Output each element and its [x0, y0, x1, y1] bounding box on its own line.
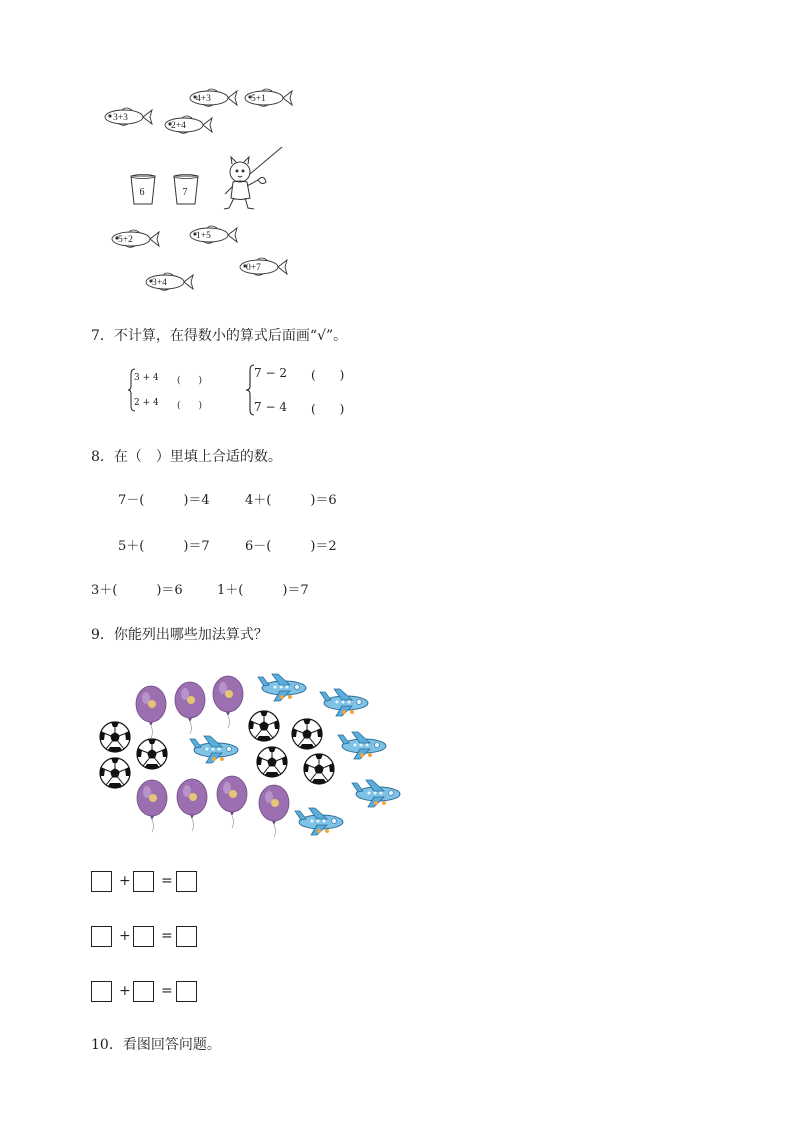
bucket-label: 6	[139, 187, 145, 198]
balloon	[259, 785, 289, 837]
soccer-ball	[100, 721, 131, 752]
bucket-label: 7	[182, 187, 188, 198]
soccer-ball	[137, 738, 168, 769]
balloon	[137, 780, 167, 832]
equals-sign: =	[161, 983, 173, 999]
soccer-ball	[249, 710, 280, 741]
answer-box[interactable]	[176, 981, 197, 1002]
q7-expr-a1: 3 + 4	[134, 373, 159, 383]
answer-box[interactable]	[133, 981, 154, 1002]
q10-title: 10．看图回答问题。	[91, 1037, 221, 1053]
soccer-ball	[257, 746, 288, 777]
q7-expr-b1: 7 − 2	[254, 366, 287, 380]
airplane	[338, 732, 386, 759]
q7-title: 7．不计算，在得数小的算式后面画“√”。	[91, 328, 348, 344]
fish-label: 5+2	[118, 235, 133, 245]
fish-label: 4+3	[196, 94, 211, 104]
soccer-ball	[304, 753, 335, 784]
fish-4plus3	[190, 89, 237, 106]
equals-sign: =	[161, 873, 173, 889]
q8-eq-6[interactable]: 1＋( )＝7	[217, 583, 309, 598]
fish-label: 3+4	[152, 278, 167, 288]
fish-label: 1+5	[196, 231, 211, 241]
bucket-6	[131, 175, 155, 205]
fish-3plus3	[105, 108, 152, 125]
plus-sign: +	[119, 928, 131, 944]
q8-eq-1[interactable]: 7－( )＝4	[118, 493, 210, 508]
q9-picture	[92, 664, 407, 844]
q7-answer-a2[interactable]: ( )	[177, 401, 203, 411]
fish-label: 0+7	[246, 263, 261, 273]
balloon	[213, 676, 243, 728]
fish-5plus1	[245, 89, 292, 106]
balloon	[136, 686, 166, 738]
equals-sign: =	[161, 928, 173, 944]
q8-eq-5[interactable]: 3＋( )＝6	[91, 583, 183, 598]
q7-answer-b2[interactable]: ( )	[311, 402, 345, 416]
bucket-7	[174, 175, 198, 205]
soccer-ball	[100, 757, 131, 788]
fish-label: 2+4	[171, 121, 186, 131]
fish-3plus4	[146, 273, 193, 290]
airplane	[295, 808, 343, 835]
answer-box[interactable]	[176, 926, 197, 947]
q7-answer-a1[interactable]: ( )	[177, 376, 203, 386]
fish-1plus5	[190, 226, 237, 243]
plus-sign: +	[119, 873, 131, 889]
plus-sign: +	[119, 983, 131, 999]
fish-label: 3+3	[113, 113, 128, 123]
q8-eq-2[interactable]: 4＋( )＝6	[245, 493, 337, 508]
answer-box[interactable]	[91, 981, 112, 1002]
balloon	[217, 776, 247, 828]
airplane	[352, 780, 400, 807]
fish-0plus7	[240, 258, 287, 275]
fishing-picture	[95, 82, 310, 297]
answer-box[interactable]	[91, 926, 112, 947]
airplane	[320, 689, 368, 716]
answer-box[interactable]	[91, 871, 112, 892]
q8-eq-3[interactable]: 5＋( )＝7	[118, 539, 210, 554]
airplane	[190, 736, 238, 763]
answer-box[interactable]	[133, 926, 154, 947]
balloon	[175, 682, 205, 734]
answer-box[interactable]	[176, 871, 197, 892]
fish-label: 5+1	[251, 94, 266, 104]
cat-fisher-illustration	[224, 147, 282, 209]
q7-expr-b2: 7 − 4	[254, 400, 287, 414]
fish-5plus2	[112, 230, 159, 247]
answer-box[interactable]	[133, 871, 154, 892]
airplane	[258, 674, 306, 701]
q8-title: 8．在（ ）里填上合适的数。	[91, 449, 282, 465]
q9-title: 9．你能列出哪些加法算式？	[91, 627, 268, 643]
balloon	[177, 779, 207, 831]
q8-eq-4[interactable]: 6－( )＝2	[245, 539, 337, 554]
q7-answer-b1[interactable]: ( )	[311, 368, 345, 382]
soccer-ball	[292, 718, 323, 749]
fish-2plus4	[165, 116, 212, 133]
q7-expr-a2: 2 + 4	[134, 398, 159, 408]
